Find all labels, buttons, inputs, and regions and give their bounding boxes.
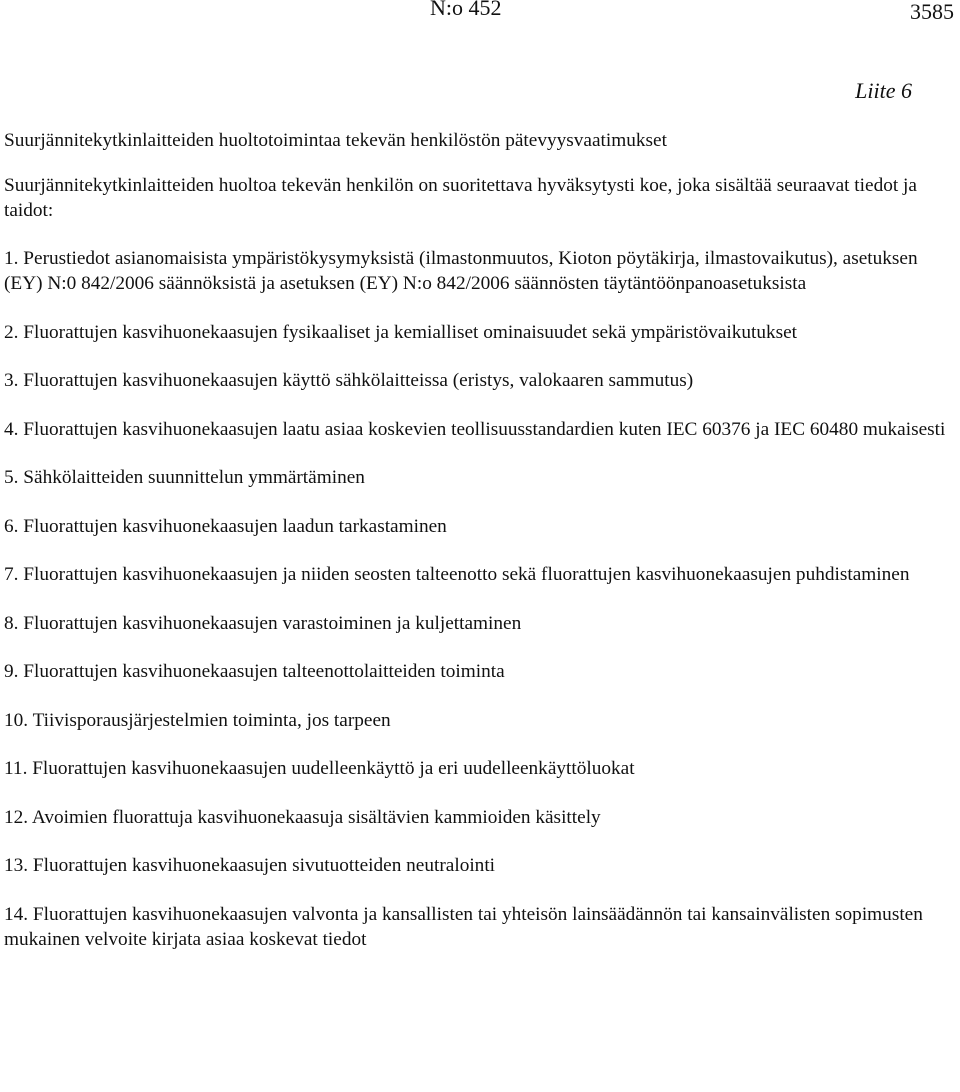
list-item: 12. Avoimien fluorattuja kasvihuonekaasuja sisältävien kammioiden käsittely	[4, 806, 601, 828]
list-item: 2. Fluorattujen kasvihuonekaasujen fysikaaliset ja kemialliset ominaisuudet sekä ympäristövaikutukset	[4, 321, 798, 343]
list-item: 11. Fluorattujen kasvihuonekaasujen uudelleenkäyttö ja eri uudelleenkäyttöluokat	[4, 758, 635, 779]
intro-paragraph: Suurjännitekytkinlaitteiden huoltoa tekevän henkilön on suoritettava hyväksytysti koe, joka sisältää seuraavat tiedot ja taidot:	[4, 175, 917, 221]
list-item: 7. Fluorattujen kasvihuonekaasujen ja niiden seosten talteenotto sekä fluorattujen kasvihuonekaasujen puhdistaminen	[4, 564, 910, 585]
list-item: 9. Fluorattujen kasvihuonekaasujen talteenottolaitteiden toiminta	[4, 661, 505, 682]
requirements-list	[4, 246, 954, 952]
document-body	[4, 128, 954, 952]
statute-number: N:o 452	[430, 0, 502, 20]
appendix-label: Liite 6	[855, 78, 912, 103]
list-item: 10. Tiivisporausjärjestelmien toiminta, jos tarpeen	[4, 709, 391, 731]
list-item: 4. Fluorattujen kasvihuonekaasujen laatu asiaa koskevien teollisuusstandardien kuten IEC 60376 ja IEC 60480 mukaisesti	[4, 418, 946, 440]
list-item: 3. Fluorattujen kasvihuonekaasujen käyttö sähkölaitteissa (eristys, valokaaren sammutus)	[4, 370, 694, 391]
list-item: 5. Sähkölaitteiden suunnittelun ymmärtäminen	[4, 467, 365, 488]
page-number: 3585	[910, 0, 954, 24]
document-title: Suurjännitekytkinlaitteiden huoltotoimintaa tekevän henkilöstön pätevyysvaatimukset	[4, 130, 667, 151]
list-item: 13. Fluorattujen kasvihuonekaasujen sivutuotteiden neutralointi	[4, 855, 496, 876]
list-item: 6. Fluorattujen kasvihuonekaasujen laadun tarkastaminen	[4, 515, 447, 537]
list-item: 1. Perustiedot asianomaisista ympäristökysymyksistä (ilmastonmuutos, Kioton pöytäkirja, ilmastovaikutus), asetuksen (EY) N:0 842/2006 säännöksistä ja asetuksen (EY) N:o 842/2006 säännösten täytäntöönpanoasetuksista	[4, 248, 918, 294]
list-item: 14. Fluorattujen kasvihuonekaasujen valvonta ja kansallisten tai yhteisön lainsäädännön tai kansainvälisten sopimusten mukainen velvoite kirjata asiaa koskevat tiedot	[4, 903, 923, 950]
list-item: 8. Fluorattujen kasvihuonekaasujen varastoiminen ja kuljettaminen	[4, 612, 522, 634]
